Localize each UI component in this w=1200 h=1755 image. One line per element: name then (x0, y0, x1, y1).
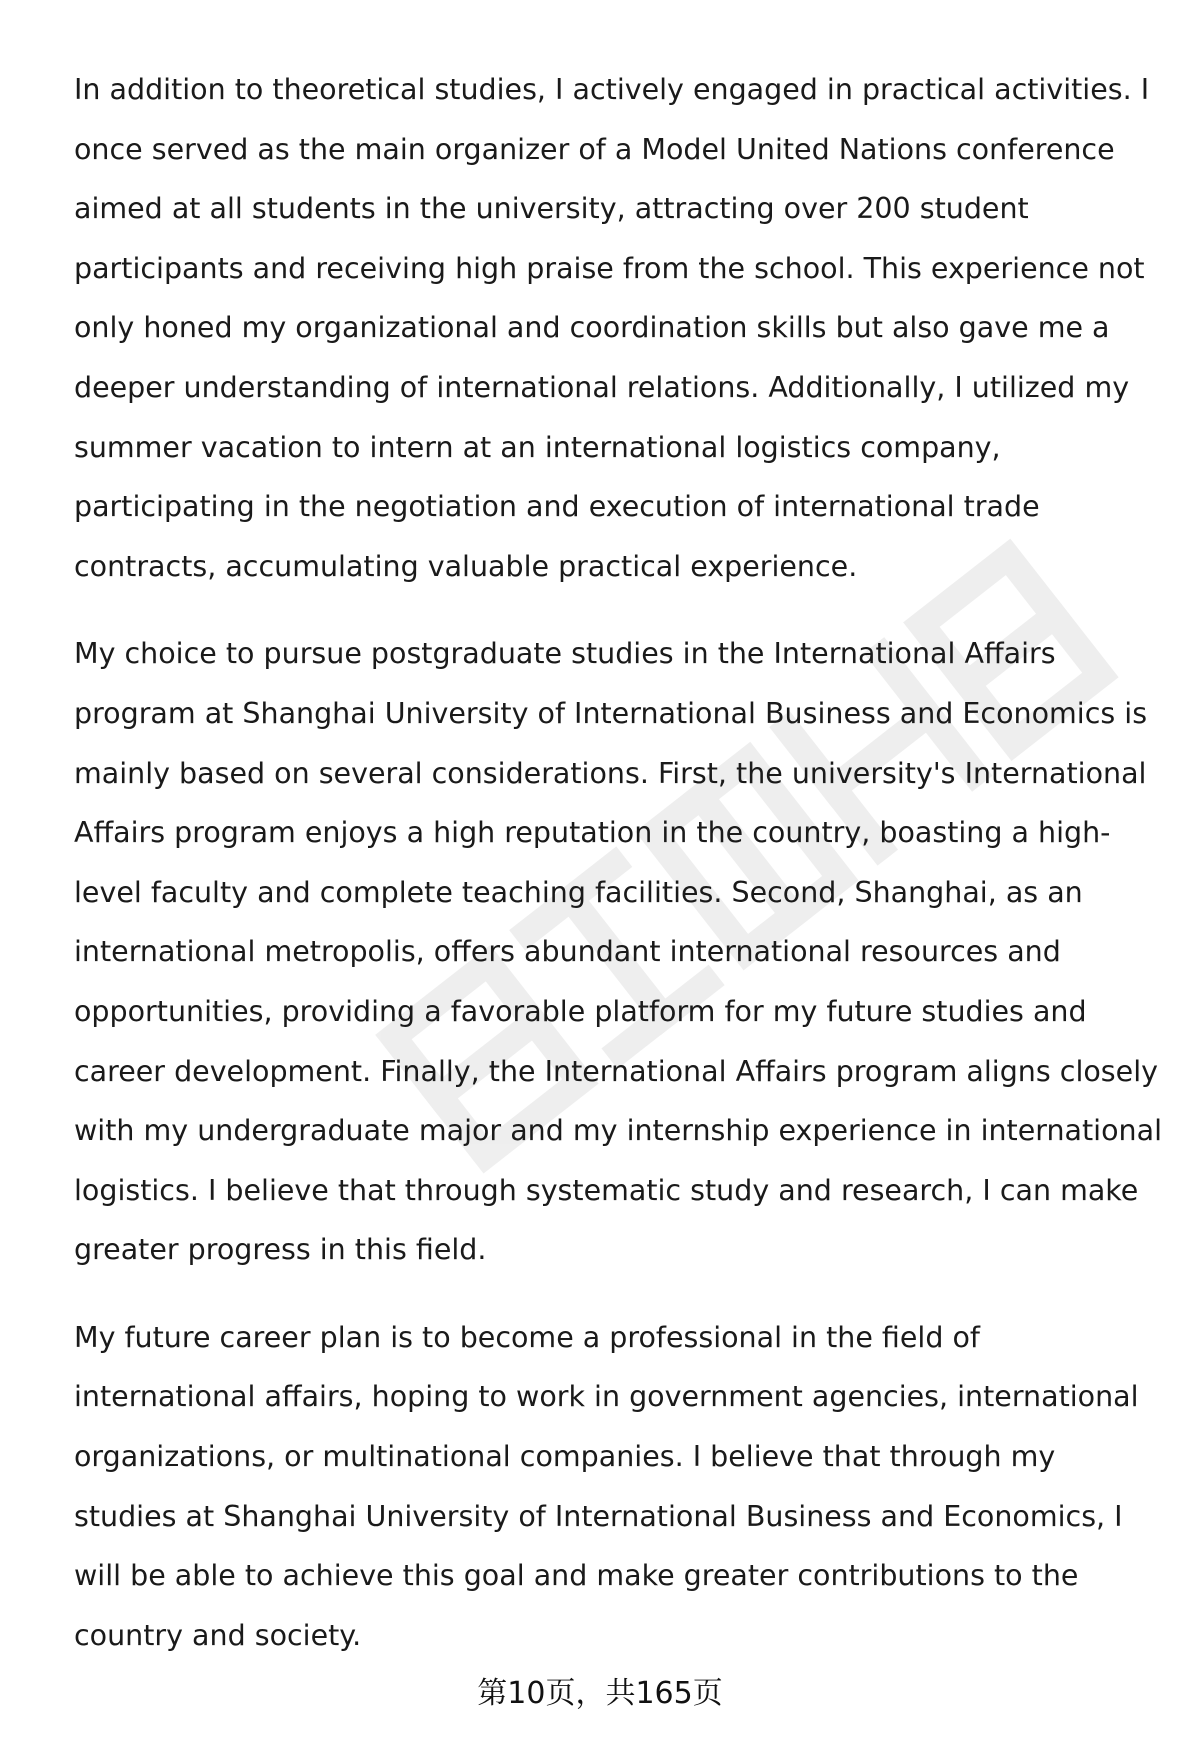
paragraph-practical-activities: In addition to theoretical studies, I actively engaged in practical activities. I once served as the main organizer of a Model United Nations conference aimed at all students in the university, attracting over 200 student participants and receiving high praise from the school. This experience not only honed my organizational and coordination skills but also gave me a deeper understanding of international relations. Additionally, I utilized my summer vacation to intern at an international logistics company, participating in the negotiation and execution of international trade contracts, accumulating valuable practical experience. (74, 73, 1150, 583)
page-number-footer: 第10页，共165页 (477, 1676, 723, 1711)
paragraph-career-plan: My future career plan is to become a professional in the field of international affairs, hoping to work in government agencies, international organizations, or multinational companies. I believe that through my studies at Shanghai University of International Business and Economics, I will be able to achieve this goal and make greater contributions to the country and society. (74, 1320, 1139, 1652)
paragraph-program-choice: My choice to pursue postgraduate studies in the International Affairs program at Shanghai University of International Business and Economics is mainly based on several considerations. First, the university's International Affairs program enjoys a high reputation in the country, boasting a high-level faculty and complete teaching facilities. Second, Shanghai, as an international metropolis, offers abundant international resources and opportunities, providing a favorable platform for my future studies and career development. Finally, the International Affairs program aligns closely with my undergraduate major and my internship experience in international logistics. I believe that through systematic study and research, I can make greater progress in this field. (74, 637, 1162, 1267)
document-body (74, 60, 1164, 1693)
